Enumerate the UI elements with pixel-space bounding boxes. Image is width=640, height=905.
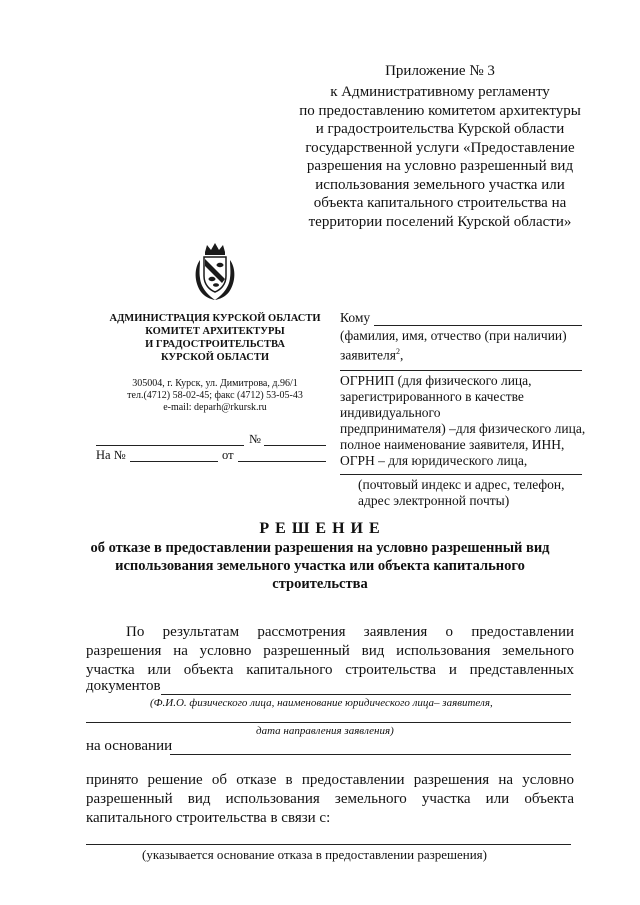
address-hint-line: (почтовый индекс и адрес, телефон, <box>358 477 565 492</box>
address-hint-line: адрес электронной почты) <box>358 493 510 508</box>
address-line: тел.(4712) 58-02-45; факс (4712) 53-05-43 <box>127 390 303 401</box>
appendix-line: использования земельного участка или <box>315 176 565 193</box>
applicant-hint: (Ф.И.О. физического лица, наименование юридического лица– заявителя, <box>150 697 493 709</box>
appendix-line: по предоставлению комитетом архитектуры <box>299 102 581 119</box>
ogrn-line: полное наименование заявителя, ИНН, <box>340 437 565 452</box>
ogrn-line: зарегистрированного в качестве <box>340 389 524 404</box>
subheading-line: об отказе в предоставлении разрешения на условно разрешенный вид <box>90 540 550 556</box>
recipient-address-hint <box>358 477 565 509</box>
ogrn-line: ОГРН – для юридического лица, <box>340 453 528 468</box>
address-line: e-mail: deparh@rkursk.ru <box>163 402 267 413</box>
recipient-address-field[interactable] <box>340 474 582 475</box>
appendix-line: государственной услуги «Предоставление <box>305 139 575 156</box>
paragraph-line: капитального строительства в связи с: <box>86 810 331 826</box>
paragraph-line: участка или объекта капитального строительства и представленных <box>86 662 574 678</box>
ref-number-field[interactable] <box>130 461 218 462</box>
fio-line: заявителя <box>340 347 396 363</box>
ref-date-field[interactable] <box>238 461 326 462</box>
number-label: № <box>249 432 261 446</box>
appendix-line: территории поселений Курской области» <box>308 213 572 230</box>
fio-tail: , <box>399 347 404 363</box>
org-line: КОМИТЕТ АРХИТЕКТУРЫ <box>145 326 285 337</box>
subheading-line: использования земельного участка или объекта капитального <box>115 558 525 574</box>
decision-subheading <box>60 539 580 593</box>
from-label: от <box>222 448 234 462</box>
appendix-line: объекта капитального строительства на <box>313 195 567 211</box>
reason-hint: (указывается основание отказа в предоставлении разрешения) <box>142 847 487 862</box>
subheading-line: строительства <box>272 576 368 592</box>
appendix-line: разрешения на условно разрешенный вид <box>306 158 574 174</box>
ref-label: На № <box>96 448 126 462</box>
recipient-fio-hint-2 <box>340 344 403 364</box>
ogrn-line: предпринимателя) –для физического лица, <box>340 421 586 436</box>
recipient-to-label: Кому <box>340 310 371 325</box>
reason-field[interactable] <box>86 844 571 845</box>
outgoing-number-field[interactable] <box>264 445 326 446</box>
documents-field[interactable] <box>161 694 571 695</box>
paragraph-line: разрешенный вид использования земельного участка или объекта <box>86 791 574 807</box>
documents-label: документов <box>86 678 161 694</box>
paragraph-line: По результатам рассмотрения заявления о предоставлении <box>126 624 574 640</box>
body-paragraph-2 <box>86 771 574 828</box>
appendix-text <box>295 83 585 231</box>
recipient-name-field[interactable] <box>374 325 582 326</box>
applicant-field[interactable] <box>86 722 571 723</box>
organization-name <box>95 312 335 364</box>
appendix-line: и градостроительства Курской области <box>315 121 565 137</box>
coat-of-arms-icon <box>191 242 239 302</box>
date-hint: дата направления заявления) <box>256 725 394 737</box>
paragraph-line: разрешения на условно разрешенный вид использования земельного <box>86 643 574 659</box>
recipient-ogrn-field[interactable] <box>340 370 582 371</box>
org-line: И ГРАДОСТРОИТЕЛЬСТВА <box>145 339 285 350</box>
ogrn-line: индивидуального <box>340 405 441 420</box>
recipient-fio-hint: (фамилия, имя, отчество (при наличии) <box>340 328 567 343</box>
address-line: 305004, г. Курск, ул. Димитрова, д.96/1 <box>132 378 298 389</box>
body-paragraph-1 <box>86 623 574 680</box>
decision-heading: Р Е Ш Е Н И Е <box>259 520 381 537</box>
org-line: КУРСКОЙ ОБЛАСТИ <box>160 352 270 363</box>
organization-address <box>95 378 335 414</box>
org-line: АДМИНИСТРАЦИЯ КУРСКОЙ ОБЛАСТИ <box>109 313 321 324</box>
ogrn-line: ОГРНИП (для физического лица, <box>340 373 532 388</box>
appendix-title: Приложение № 3 <box>385 63 495 79</box>
basis-label: на основании <box>86 738 173 754</box>
footnote-mark: 2 <box>395 347 400 356</box>
appendix-line: к Административному регламенту <box>330 84 550 100</box>
paragraph-line: принято решение об отказе в предоставлении разрешения на условно <box>86 772 574 788</box>
outgoing-date-field[interactable] <box>96 445 244 446</box>
basis-field[interactable] <box>170 754 571 755</box>
recipient-ogrn-hint <box>340 373 585 469</box>
